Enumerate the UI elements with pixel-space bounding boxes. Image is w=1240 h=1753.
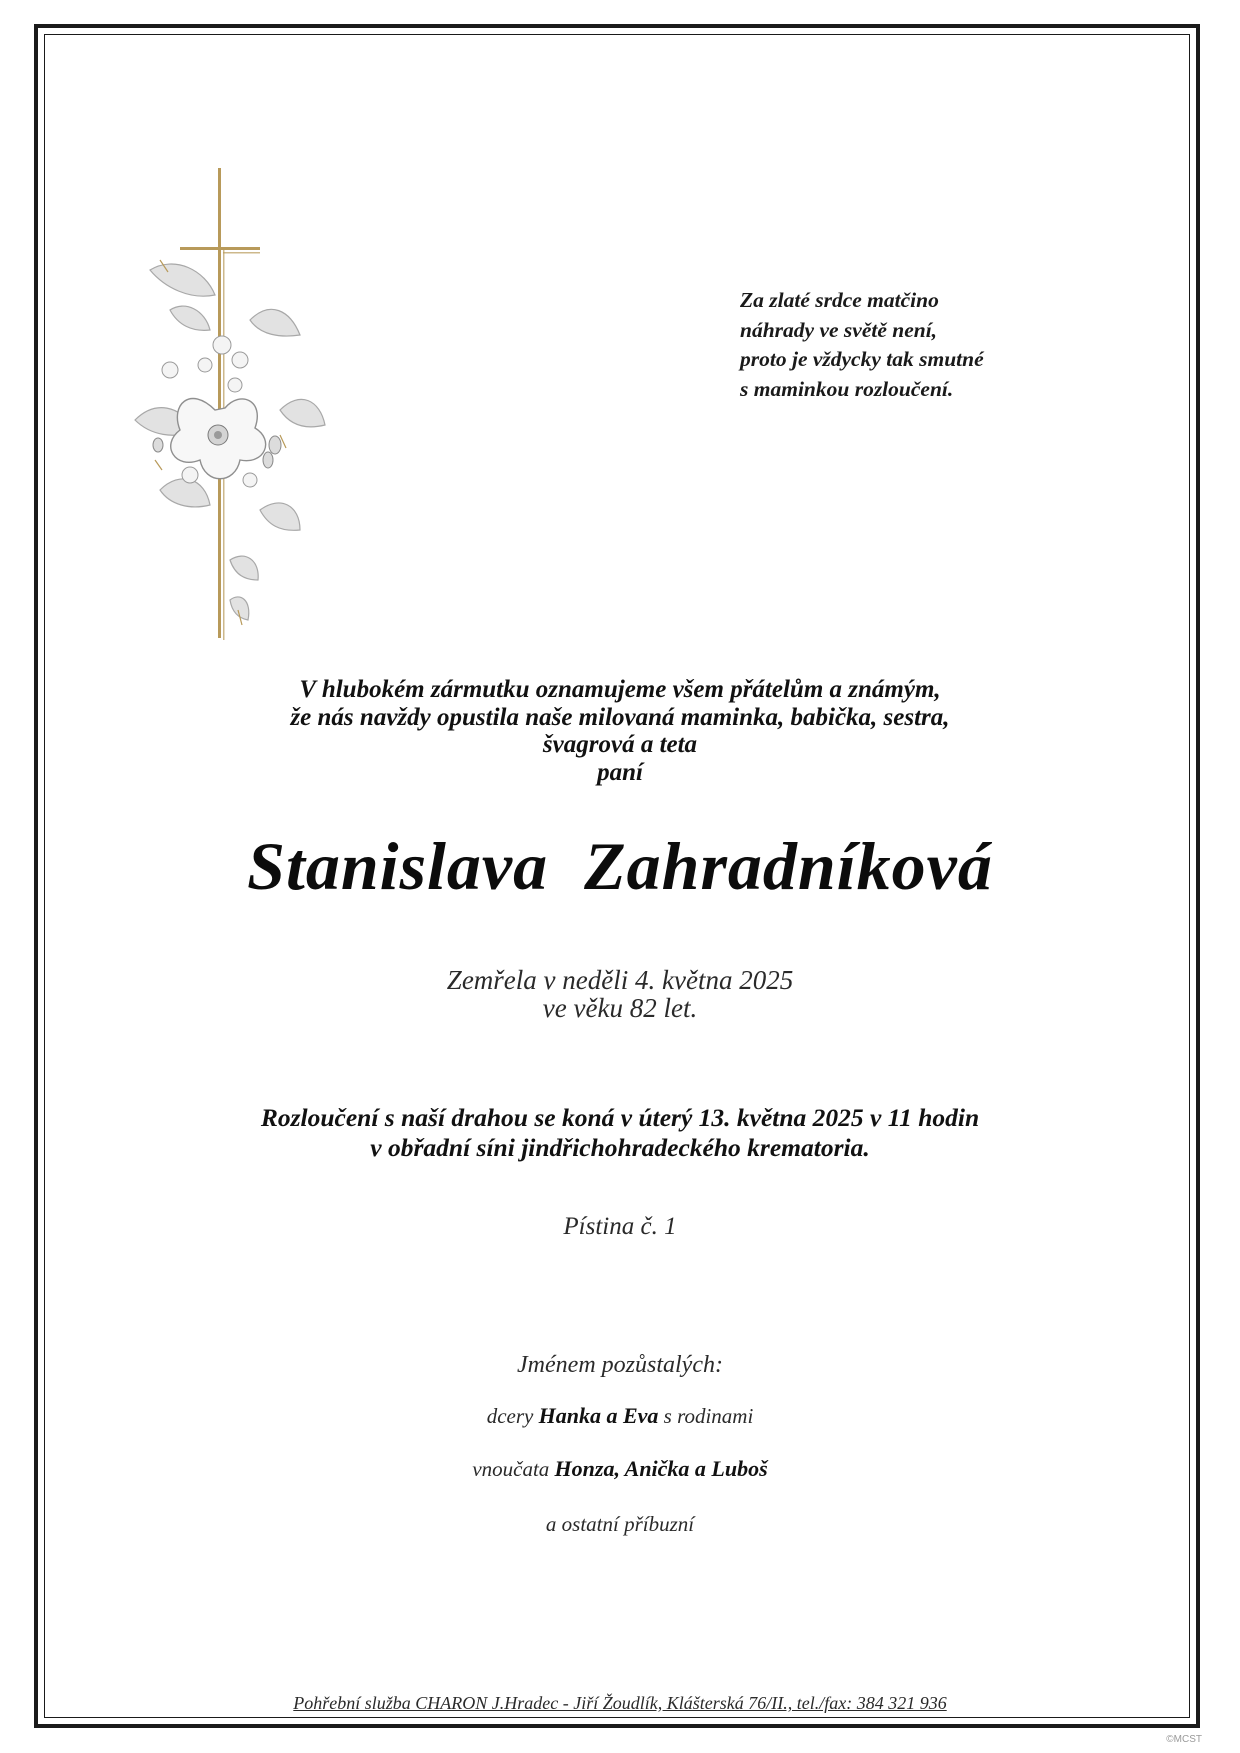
announcement-line: V hlubokém zármutku oznamujeme všem přátelům a známým, [299, 676, 941, 703]
survivors-others: a ostatní příbuzní [545, 1512, 695, 1536]
funeral-service-footer: Pohřební služba CHARON J.Hradec - Jiří Žoudlík, Klášterská 76/II., tel./fax: 384 321 936 [293, 1693, 947, 1713]
poem-line: proto je vždycky tak smutné [740, 347, 984, 371]
farewell-date: Rozloučení s naší drahou se koná v úterý 13. května 2025 v 11 hodin [260, 1103, 980, 1132]
address: Pístina č. 1 [563, 1213, 677, 1240]
daughters-suffix: s rodinami [658, 1404, 754, 1428]
death-info [0, 966, 1240, 1022]
farewell-info [0, 1103, 1240, 1163]
watermark: ©MCST [1166, 1734, 1202, 1745]
poem [740, 286, 1120, 404]
cross-with-flowers-icon [130, 160, 330, 650]
deceased-name: Stanislava Zahradníková [247, 828, 993, 904]
daughters-names: Hanka a Eva [538, 1403, 659, 1428]
poem-line: Za zlaté srdce matčino [740, 288, 939, 312]
death-age: ve věku 82 let. [542, 993, 698, 1023]
announcement-line: švagrová a teta [542, 731, 698, 758]
announcement [0, 676, 1240, 786]
poem-line: náhrady ve světě není, [740, 317, 938, 342]
farewell-place: v obřadní síni jindřichohradeckého krematoria. [370, 1133, 870, 1162]
announcement-line: paní [597, 758, 643, 786]
daughters-prefix: dcery [486, 1404, 539, 1428]
grandchildren-names: Honza, Anička a Luboš [554, 1456, 768, 1481]
survivors-grandchildren [0, 1455, 1240, 1483]
announcement-line: že nás navždy opustila naše milovaná maminka, babička, sestra, [290, 703, 950, 731]
poem-line: s maminkou rozloučení. [740, 376, 954, 401]
grandchildren-prefix: vnoučata [472, 1457, 555, 1481]
death-date: Zemřela v neděli 4. května 2025 [446, 965, 794, 995]
survivors-heading: Jménem pozůstalých: [517, 1352, 723, 1378]
survivors-daughters [0, 1402, 1240, 1430]
